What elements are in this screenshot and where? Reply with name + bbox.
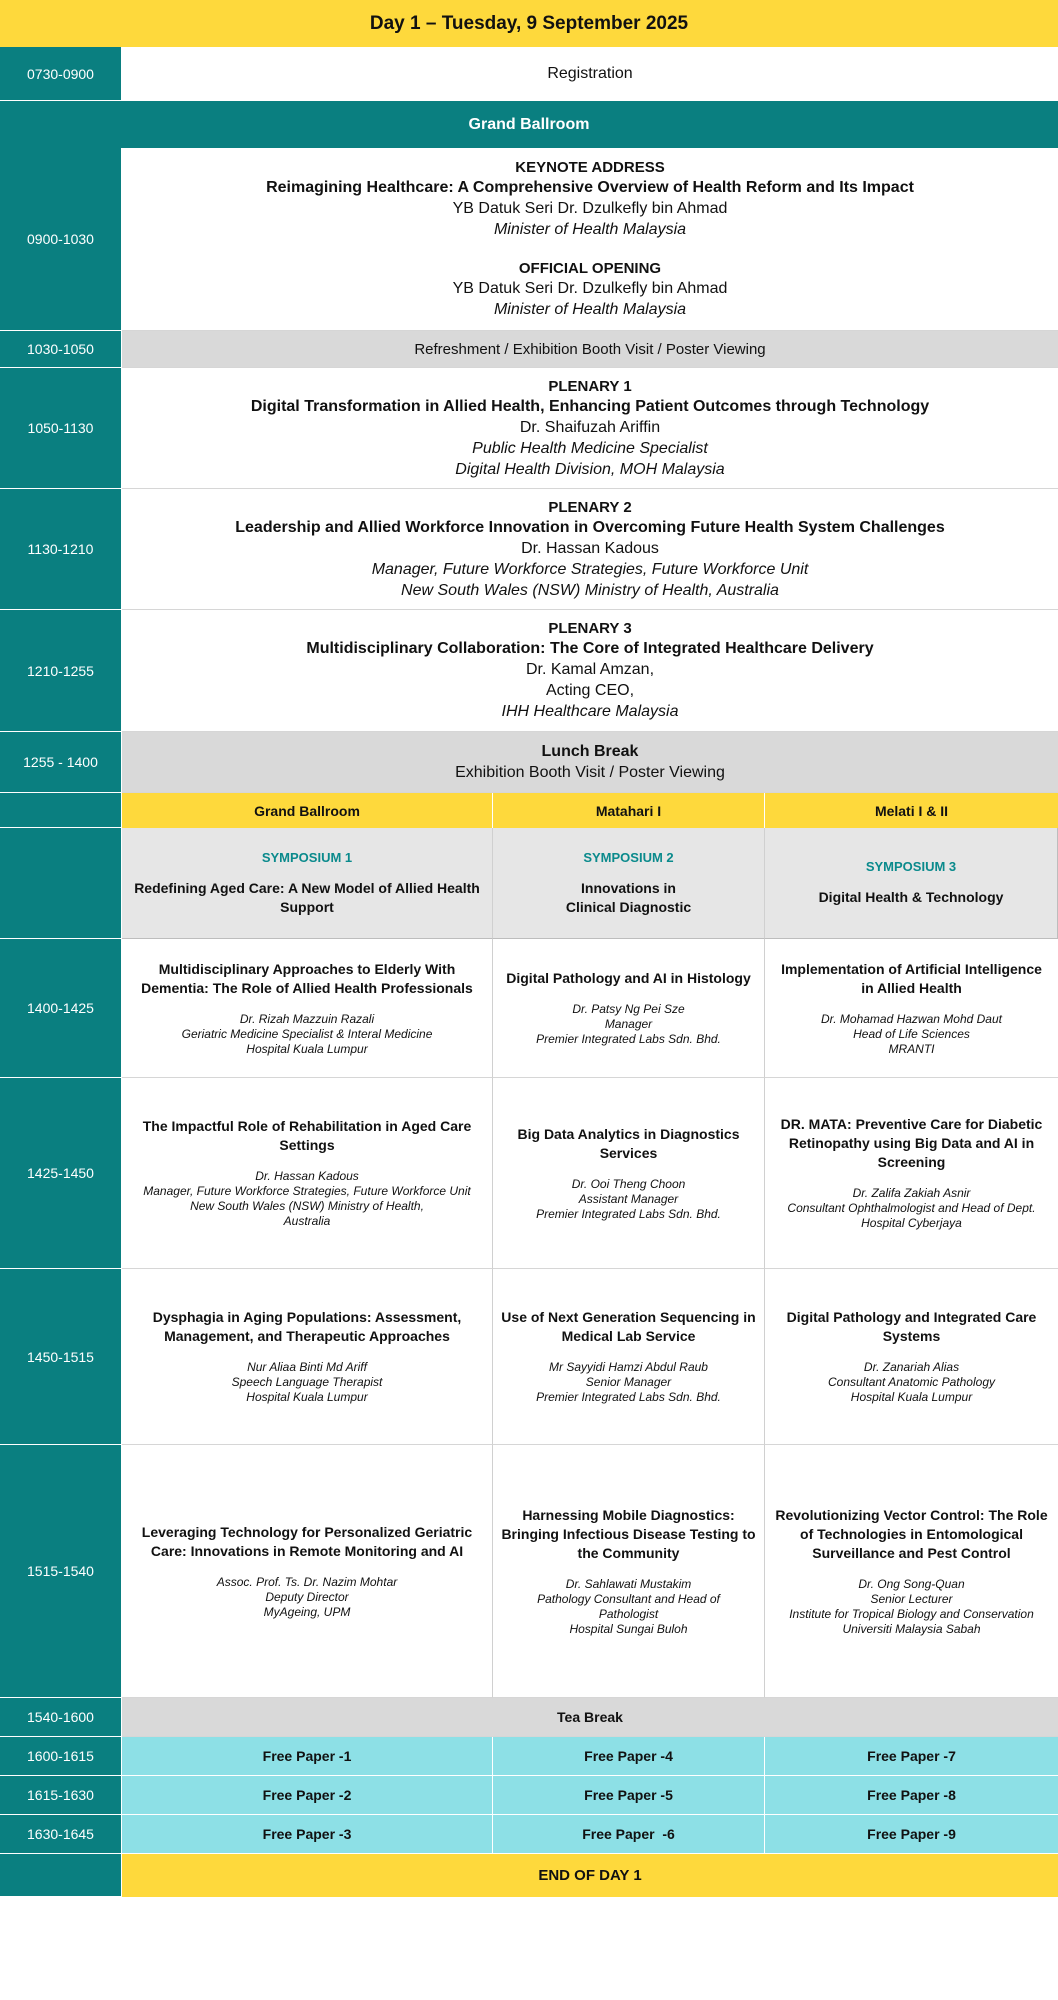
plenary-affiliation: Digital Health Division, MOH Malaysia [455,460,725,478]
session-affiliation: Hospital Kuala Lumpur [850,1390,973,1404]
session-role: Manager [604,1017,653,1031]
plenary-speaker: Dr. Hassan Kadous [521,539,659,557]
session-role: Head of Life Sciences [853,1026,970,1041]
symposium-row [0,828,1058,939]
session-title: Revolutionizing Vector Control: The Role of Technologies in Entomological Surveillance and Pest Control [775,1506,1048,1561]
plenary-row [0,489,1058,610]
plenary-speaker: Dr. Shaifuzah Ariffin [519,418,661,436]
free-paper-cell: Free Paper -2 [122,1776,493,1815]
symposium-title-line-2: Clinical Diagnostic [565,898,692,915]
time-cell: 1050-1130 [0,368,122,489]
session-speaker: Dr. Patsy Ng Pei Sze [572,1002,685,1016]
session-speaker: Dr. Zalifa Zakiah Asnir [852,1186,971,1200]
time-cell: 1130-1210 [0,489,122,610]
session-row [0,1269,1058,1445]
session-affiliation: Hospital Kuala Lumpur [246,1041,368,1056]
lunch-row [0,732,1058,793]
plenary-cell [122,489,1058,610]
session-cell [493,939,765,1078]
session-cell [122,1269,493,1445]
session-speaker: Mr Sayyidi Hamzi Abdul Raub [549,1360,708,1374]
plenary-title: Digital Transformation in Allied Health, Enhancing Patient Outcomes through Technology [250,397,930,415]
symposium-2 [493,828,765,939]
free-paper-cell: Free Paper -7 [765,1737,1058,1776]
session-title: The Impactful Role of Rehabilitation in Aged Care Settings [142,1118,472,1153]
session-speaker: Dr. Sahlawati Mustakim [565,1576,692,1591]
session-cell [122,1445,493,1698]
session-title: Implementation of Artificial Intelligence in Allied Health [781,960,1042,996]
time-cell: 0730-0900 [0,47,122,101]
venue-banner-label: Grand Ballroom [468,115,590,133]
opening-heading: OFFICIAL OPENING [518,260,662,277]
session-speaker: Dr. Mohamad Hazwan Mohd Daut [821,1011,1002,1026]
session-cell [765,939,1058,1078]
session-role: Consultant Anatomic Pathology [828,1375,995,1389]
free-paper-cell: Free Paper -3 [122,1815,493,1854]
opening-role: Minister of Health Malaysia [493,301,687,318]
session-row [0,939,1058,1078]
plenary-row [0,368,1058,489]
plenary-cell [122,368,1058,489]
plenary-speaker: Dr. Kamal Amzan, [525,661,655,678]
session-speaker: Dr. Zanariah Alias [863,1360,960,1374]
venue-matahari: Matahari I [493,793,765,828]
refreshment-label: Refreshment / Exhibition Booth Visit / Poster Viewing [122,331,1058,368]
plenary-role: Public Health Medicine Specialist [472,439,708,457]
free-paper-cell: Free Paper -9 [765,1815,1058,1854]
session-cell [765,1445,1058,1698]
session-affiliation: Universiti Malaysia Sabah [842,1621,981,1636]
plenary-row [0,610,1058,732]
session-title: Leveraging Technology for Personalized Geriatric Care: Innovations in Remote Monitoring and AI [141,1523,473,1559]
plenary-affiliation: New South Wales (NSW) Ministry of Health, Australia [401,581,779,599]
session-title: Harnessing Mobile Diagnostics: Bringing Infectious Disease Testing to the Community [501,1506,756,1561]
session-role: Geriatric Medicine Specialist & Interal Medicine [181,1026,433,1041]
time-cell: 1255 - 1400 [0,732,122,793]
free-paper-cell: Free Paper -6 [493,1815,765,1854]
time-cell [0,828,122,939]
session-speaker: Nur Aliaa Binti Md Ariff [247,1360,367,1374]
session-cell [493,1078,765,1269]
session-role: Pathology Consultant and Head of [537,1591,720,1606]
free-paper-cell: Free Paper -8 [765,1776,1058,1815]
session-institute: Institute for Tropical Biology and Conservation [789,1606,1034,1621]
session-role: Consultant Ophthalmologist and Head of Dept. [787,1201,1036,1215]
time-cell: 0900-1030 [0,148,122,331]
keynote-speaker: YB Datuk Seri Dr. Dzulkefly bin Ahmad [452,200,728,217]
symposium-label: SYMPOSIUM 3 [865,859,957,874]
session-affiliation: Premier Integrated Labs Sdn. Bhd. [536,1390,721,1404]
session-title: Dysphagia in Aging Populations: Assessment, Management, and Therapeutic Approaches [152,1309,462,1344]
session-title: Digital Pathology and AI in Histology [506,970,751,986]
session-role: Assistant Manager [578,1191,679,1206]
session-cell [765,1078,1058,1269]
session-affiliation: Hospital Cyberjaya [861,1216,962,1230]
venue-melati: Melati I & II [765,793,1058,828]
free-paper-cell: Free Paper -4 [493,1737,765,1776]
session-speaker: Dr. Rizah Mazzuin Razali [239,1011,375,1026]
time-cell: 1600-1615 [0,1737,122,1776]
symposium-1 [122,828,493,939]
session-affiliation: Hospital Sungai Buloh [569,1621,688,1636]
plenary-title: Leadership and Allied Workforce Innovation in Overcoming Future Health System Challenges [235,518,945,536]
symposium-title: Digital Health & Technology [818,889,1004,905]
plenary-heading: PLENARY 3 [548,620,632,637]
time-cell: 1030-1050 [0,331,122,368]
symposium-title-line-1: Innovations in [581,879,676,896]
time-cell: 1540-1600 [0,1698,122,1737]
session-cell [493,1445,765,1698]
venue-row [0,793,1058,828]
session-role: Senior Lecturer [870,1591,953,1606]
time-cell: 1425-1450 [0,1078,122,1269]
registration-row [0,47,1058,101]
symposium-title: Redefining Aged Care: A New Model of Allied Health Support [134,879,480,915]
lunch-title: Lunch Break [541,743,639,760]
session-title: Multidisciplinary Approaches to Elderly With Dementia: The Role of Allied Health Professionals [141,960,473,996]
free-paper-cell: Free Paper -5 [493,1776,765,1815]
plenary-heading: PLENARY 1 [548,377,632,395]
session-affiliation-country: Australia [283,1214,331,1228]
time-cell: 1630-1645 [0,1815,122,1854]
symposium-label: SYMPOSIUM 2 [583,849,674,865]
time-cell [0,1854,122,1897]
session-speaker: Dr. Hassan Kadous [255,1169,359,1183]
day-header [0,0,1058,47]
session-title: DR. MATA: Preventive Care for Diabetic Retinopathy using Big Data and AI in Screening [780,1116,1043,1170]
time-cell: 1450-1515 [0,1269,122,1445]
session-title: Digital Pathology and Integrated Care Systems [786,1309,1037,1344]
session-affiliation: Hospital Kuala Lumpur [246,1390,368,1404]
session-cell [122,1078,493,1269]
session-affiliation: MyAgeing, UPM [263,1604,351,1619]
opening-speaker: YB Datuk Seri Dr. Dzulkefly bin Ahmad [452,280,728,297]
session-cell [765,1269,1058,1445]
session-role: Senior Manager [585,1375,672,1389]
venue-grand-ballroom: Grand Ballroom [122,793,493,828]
registration-label: Registration [547,65,633,82]
lunch-sub: Exhibition Booth Visit / Poster Viewing [455,764,725,781]
session-speaker: Dr. Ong Song-Quan [858,1576,965,1591]
keynote-row [0,148,1058,331]
keynote-cell [122,148,1058,331]
session-cell [122,939,493,1078]
symposium-3 [765,828,1058,939]
venue-banner [0,101,1058,148]
session-title: Use of Next Generation Sequencing in Medical Lab Service [501,1309,756,1344]
keynote-heading: KEYNOTE ADDRESS [515,159,665,176]
lunch-cell [122,732,1058,793]
symposium-label: SYMPOSIUM 1 [261,849,353,865]
plenary-heading: PLENARY 2 [548,498,632,516]
plenary-affiliation: IHH Healthcare Malaysia [501,703,679,720]
free-paper-row [0,1737,1058,1776]
plenary-speaker-role: Acting CEO, [545,682,635,699]
keynote-role: Minister of Health Malaysia [493,221,687,238]
session-speaker: Dr. Ooi Theng Choon [571,1176,686,1191]
end-of-day-label: END OF DAY 1 [122,1854,1058,1897]
time-cell: 1515-1540 [0,1445,122,1698]
session-row [0,1078,1058,1269]
session-role-cont: Pathologist [598,1606,659,1621]
day-title: Day 1 – Tuesday, 9 September 2025 [369,12,689,34]
session-cell [493,1269,765,1445]
plenary-cell [122,610,1058,732]
session-affiliation: Premier Integrated Labs Sdn. Bhd. [536,1032,721,1046]
session-speaker: Assoc. Prof. Ts. Dr. Nazim Mohtar [216,1574,398,1589]
free-paper-row [0,1815,1058,1854]
time-cell: 1400-1425 [0,939,122,1078]
session-row [0,1445,1058,1698]
tea-label: Tea Break [122,1698,1058,1737]
time-cell: 1210-1255 [0,610,122,732]
free-paper-cell: Free Paper -1 [122,1737,493,1776]
session-affiliation: Premier Integrated Labs Sdn. Bhd. [536,1206,721,1221]
end-row [0,1854,1058,1897]
free-paper-row [0,1776,1058,1815]
plenary-title: Multidisciplinary Collaboration: The Core of Integrated Healthcare Delivery [306,640,874,657]
keynote-title: Reimagining Healthcare: A Comprehensive Overview of Health Reform and Its Impact [266,179,914,196]
time-cell: 1615-1630 [0,1776,122,1815]
session-role: Speech Language Therapist [231,1375,383,1389]
session-affiliation: MRANTI [888,1041,935,1056]
session-role: Manager, Future Workforce Strategies, Future Workforce Unit [143,1184,471,1198]
refreshment-row [0,331,1058,368]
session-title: Big Data Analytics in Diagnostics Services [517,1125,740,1161]
session-affiliation: New South Wales (NSW) Ministry of Health, [190,1199,424,1213]
session-role: Deputy Director [265,1589,349,1604]
tea-row [0,1698,1058,1737]
time-cell [0,793,122,828]
plenary-role: Manager, Future Workforce Strategies, Future Workforce Unit [371,560,809,578]
